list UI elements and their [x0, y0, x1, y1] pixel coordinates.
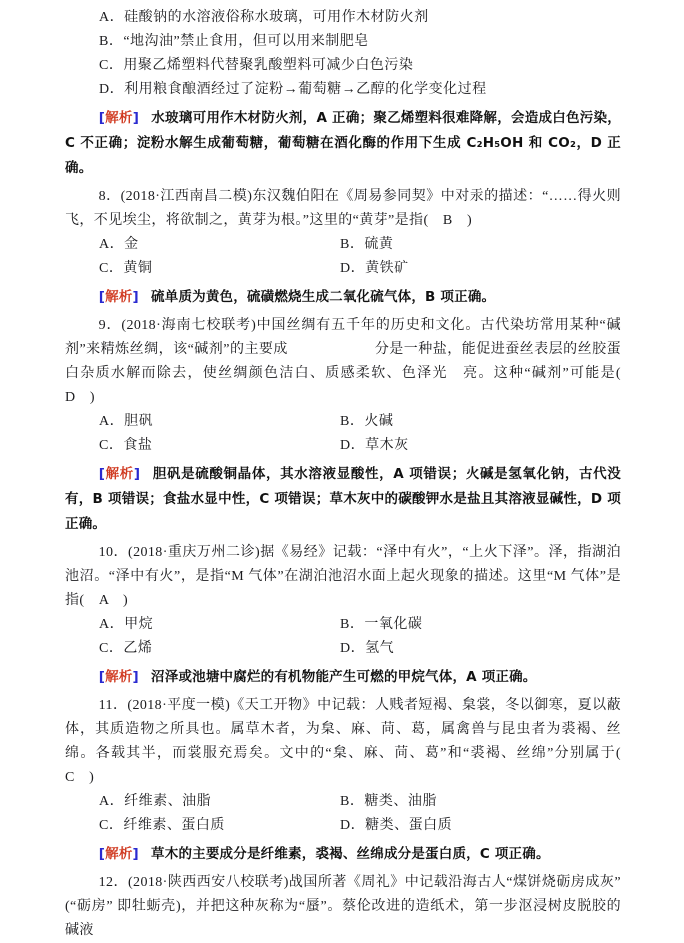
analysis-bracket-close: ] [132, 669, 139, 685]
analysis-paragraph [65, 285, 621, 310]
analysis-paragraph [65, 106, 621, 181]
analysis-paragraph [65, 665, 621, 690]
analysis-bracket-close: ] [133, 466, 141, 482]
option: B．“地沟油”禁止食用，但可以用来制肥皂 [99, 34, 369, 49]
analysis-paragraph [65, 462, 621, 537]
option: A．甲烷 [99, 617, 154, 632]
analysis-text: 胆矾是硫酸铜晶体，其水溶液显酸性，A 项错误；火碱是氢氧化钠，古代没有，B 项错误；食盐水显中性，C 项错误；草木灰中的碳酸钾水是盐且其溶液显碱性，D 项正确。 [65, 466, 621, 532]
question-stem-9: 9．(2018·海南七校联考)中国丝绸有五千年的历史和文化。古代染坊常用某种“碱剂”来精炼丝绸，该“碱剂”的主要成 分是一种盐，能促进蚕丝表层的丝胶蛋白杂质水解而除去，使丝绸颜色洁白、质感柔软、色泽光 亮。这种“碱剂”可能是( D ) [65, 318, 636, 405]
analysis-label-word: 解析 [105, 110, 133, 126]
options-row [65, 613, 621, 637]
analysis-label [99, 669, 139, 685]
analysis-label [99, 466, 140, 482]
analysis-paragraph [65, 842, 621, 867]
analysis-bracket-open: [ [98, 466, 106, 482]
analysis-label [99, 846, 139, 862]
options-row [65, 637, 621, 661]
option: C．黄铜 [99, 261, 153, 276]
analysis-label-word: 解析 [105, 289, 133, 305]
analysis-label [99, 289, 139, 305]
analysis-text: 草木的主要成分是纤维素，裘褐、丝绵成分是蛋白质，C 项正确。 [151, 846, 550, 862]
option: A．硅酸钠的水溶液俗称水玻璃，可用作木材防火剂 [99, 10, 429, 25]
analysis-bracket-close: ] [132, 110, 140, 126]
question-stem-12: 12．(2018·陕西西安八校联考)战国所著《周礼》中记载沿海古人“煤饼烧砺房成灰”(“砺房” 即牡蛎壳)，并把这种灰称为“蜃”。蔡伦改进的造纸术，第一步沤浸树皮脱胶的碱液 [65, 875, 621, 938]
option: B．一氧化碳 [340, 617, 423, 632]
question-stem-10: 10．(2018·重庆万州二诊)据《易经》记载：“泽中有火”，“上火下泽”。泽，指湖泊池沼。“泽中有火”，是指“M 气体”在湖泊池沼水面上起火现象的描述。这里“M 气体”是指( A ) [65, 545, 621, 608]
analysis-label-word: 解析 [105, 466, 134, 482]
option: D．黄铁矿 [340, 261, 409, 276]
options-row [65, 790, 621, 814]
analysis-label-word: 解析 [105, 846, 133, 862]
analysis-bracket-open: [ [98, 110, 106, 126]
options-row [65, 233, 621, 257]
option: B．糖类、油脂 [340, 794, 437, 809]
option: C．用聚乙烯塑料代替聚乳酸塑料可减少白色污染 [99, 58, 414, 73]
option: A．纤维素、油脂 [99, 794, 212, 809]
analysis-text: 水玻璃可用作木材防火剂，A 正确；聚乙烯塑料很难降解，会造成白色污染，C 不正确；淀粉水解生成葡萄糖，葡萄糖在酒化酶的作用下生成 C₂H₅OH 和 CO₂，D 正确。 [65, 110, 621, 176]
option: D．利用粮食酿酒经过了淀粉→葡萄糖→乙醇的化学变化过程 [99, 82, 487, 97]
analysis-bracket-close: ] [132, 846, 139, 862]
analysis-label-word: 解析 [105, 669, 133, 685]
option: A．胆矾 [99, 414, 154, 429]
analysis-bracket-open: [ [98, 846, 106, 862]
analysis-bracket-open: [ [98, 289, 106, 305]
analysis-text: 沼泽或池塘中腐烂的有机物能产生可燃的甲烷气体，A 项正确。 [151, 669, 537, 685]
analysis-bracket-close: ] [132, 289, 139, 305]
options-row [65, 257, 621, 281]
options-row [65, 814, 621, 838]
option: A．金 [99, 237, 139, 252]
option: B．硫黄 [340, 237, 394, 252]
question-stem-11: 11．(2018·平度一模)《天工开物》中记载：人贱者短褐、枲裳，冬以御寒，夏以蔽体，其质造物之所具也。属草木者，为枲、麻、苘、葛，属禽兽与昆虫者为裘褐、丝绵。各载其半，而裳服充焉矣。文中的“枲、麻、苘、葛”和“裘褐、丝绵”分别属于( C ) [65, 698, 636, 785]
option: C．食盐 [99, 438, 153, 453]
option: D．氢气 [340, 641, 395, 656]
analysis-text: 硫单质为黄色，硫磺燃烧生成二氧化硫气体，B 项正确。 [151, 289, 496, 305]
option: D．糖类、蛋白质 [340, 818, 453, 833]
analysis-label [99, 110, 139, 126]
option: B．火碱 [340, 414, 394, 429]
options-row [65, 434, 621, 458]
option: C．乙烯 [99, 641, 153, 656]
question-stem-8: 8．(2018·江西南昌二模)东汉魏伯阳在《周易参同契》中对汞的描述：“……得火则飞，不见埃尘，将欲制之，黄芽为根。”这里的“黄芽”是指( B ) [65, 189, 621, 228]
options-row [65, 410, 621, 434]
option: D．草木灰 [340, 438, 409, 453]
analysis-bracket-open: [ [98, 669, 106, 685]
option: C．纤维素、蛋白质 [99, 818, 225, 833]
